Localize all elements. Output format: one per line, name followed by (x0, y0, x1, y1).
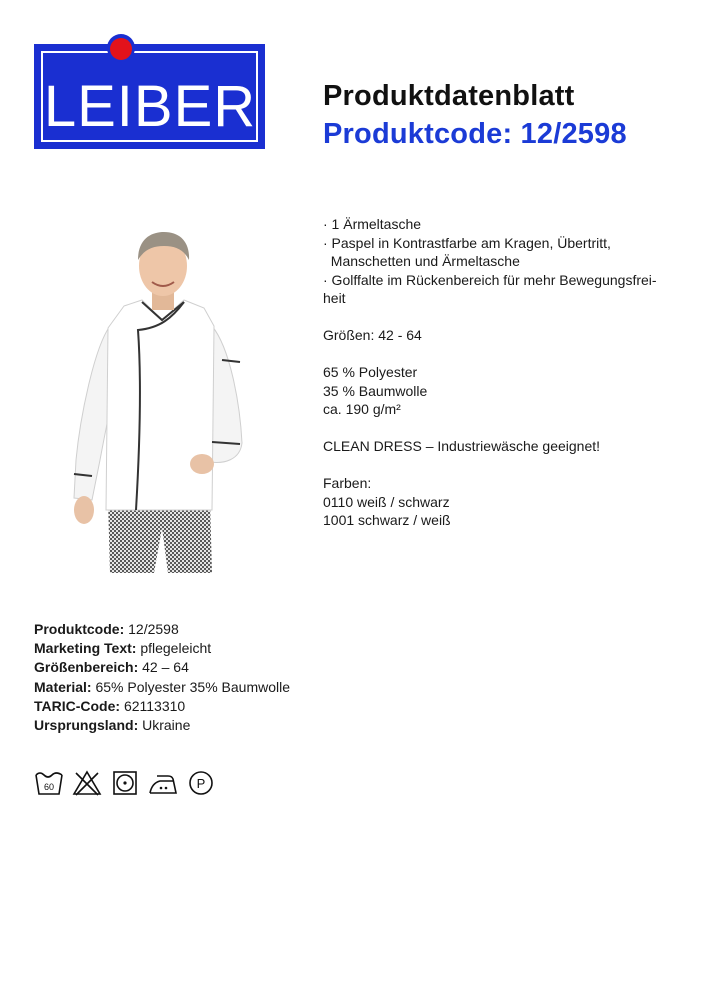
spec-row (34, 620, 290, 639)
page-title: Produktdatenblatt (323, 80, 575, 112)
wash-temperature: 60 (43, 782, 55, 792)
professional-cleaning-letter: P (196, 776, 206, 791)
color-option: 0110 weiß / schwarz (323, 493, 450, 510)
spec-row (34, 639, 290, 658)
spec-value: 65% Polyester 35% Baumwolle (91, 678, 291, 695)
care-symbols (34, 769, 216, 797)
spec-value: 42 – 64 (138, 659, 189, 676)
spec-label: Produktcode: (34, 621, 125, 637)
product-code-title: Produktcode: 12/2598 (323, 118, 627, 150)
spec-row (34, 658, 290, 677)
feature-item-continuation: Manschetten und Ärmeltasche (323, 253, 520, 269)
product-description (323, 215, 683, 530)
feature-list (323, 215, 683, 308)
logo-wordmark: LEIBER (43, 74, 257, 139)
spec-value: pflegeleicht (136, 640, 212, 657)
professional-cleaning-p-icon (186, 769, 216, 797)
feature-item: · Paspel in Kontrastfarbe am Kragen, Übertritt, (323, 234, 611, 251)
material-line: 65 % Polyester (323, 364, 418, 380)
product-photo (72, 228, 252, 573)
spec-label: Material: (34, 678, 92, 695)
feature-item-continuation: heit (323, 290, 346, 306)
spec-value: 12/2598 (124, 621, 179, 637)
spec-value: Ukraine (138, 717, 191, 734)
spec-label: Ursprungsland: (34, 717, 139, 734)
color-option: 1001 schwarz / weiß (323, 512, 451, 528)
material-line: 35 % Baumwolle (323, 382, 428, 399)
clean-dress-note: CLEAN DRESS – Industriewäsche geeignet! (323, 438, 601, 454)
brand-logo (34, 34, 265, 149)
sizes-text: Größen: 42 - 64 (323, 327, 422, 343)
spec-value: 62113310 (120, 697, 186, 714)
no-bleach-icon (72, 769, 102, 797)
spec-row (34, 697, 290, 716)
spec-row (34, 716, 290, 735)
colors-heading: Farben: (323, 475, 372, 491)
feature-item: · 1 Ärmeltasche (323, 216, 422, 232)
spec-label: Marketing Text: (34, 640, 137, 657)
spec-row (34, 678, 290, 697)
wash-60-icon (34, 769, 64, 797)
tumble-dry-icon (110, 769, 140, 797)
material-line: ca. 190 g/m² (323, 401, 401, 417)
feature-item: · Golffalte im Rückenbereich für mehr Bewegungsfrei- (323, 271, 657, 288)
spec-label: Größenbereich: (34, 659, 139, 676)
spec-list (34, 620, 290, 735)
spec-label: TARIC-Code: (34, 697, 121, 714)
iron-two-dots-icon (148, 769, 178, 797)
